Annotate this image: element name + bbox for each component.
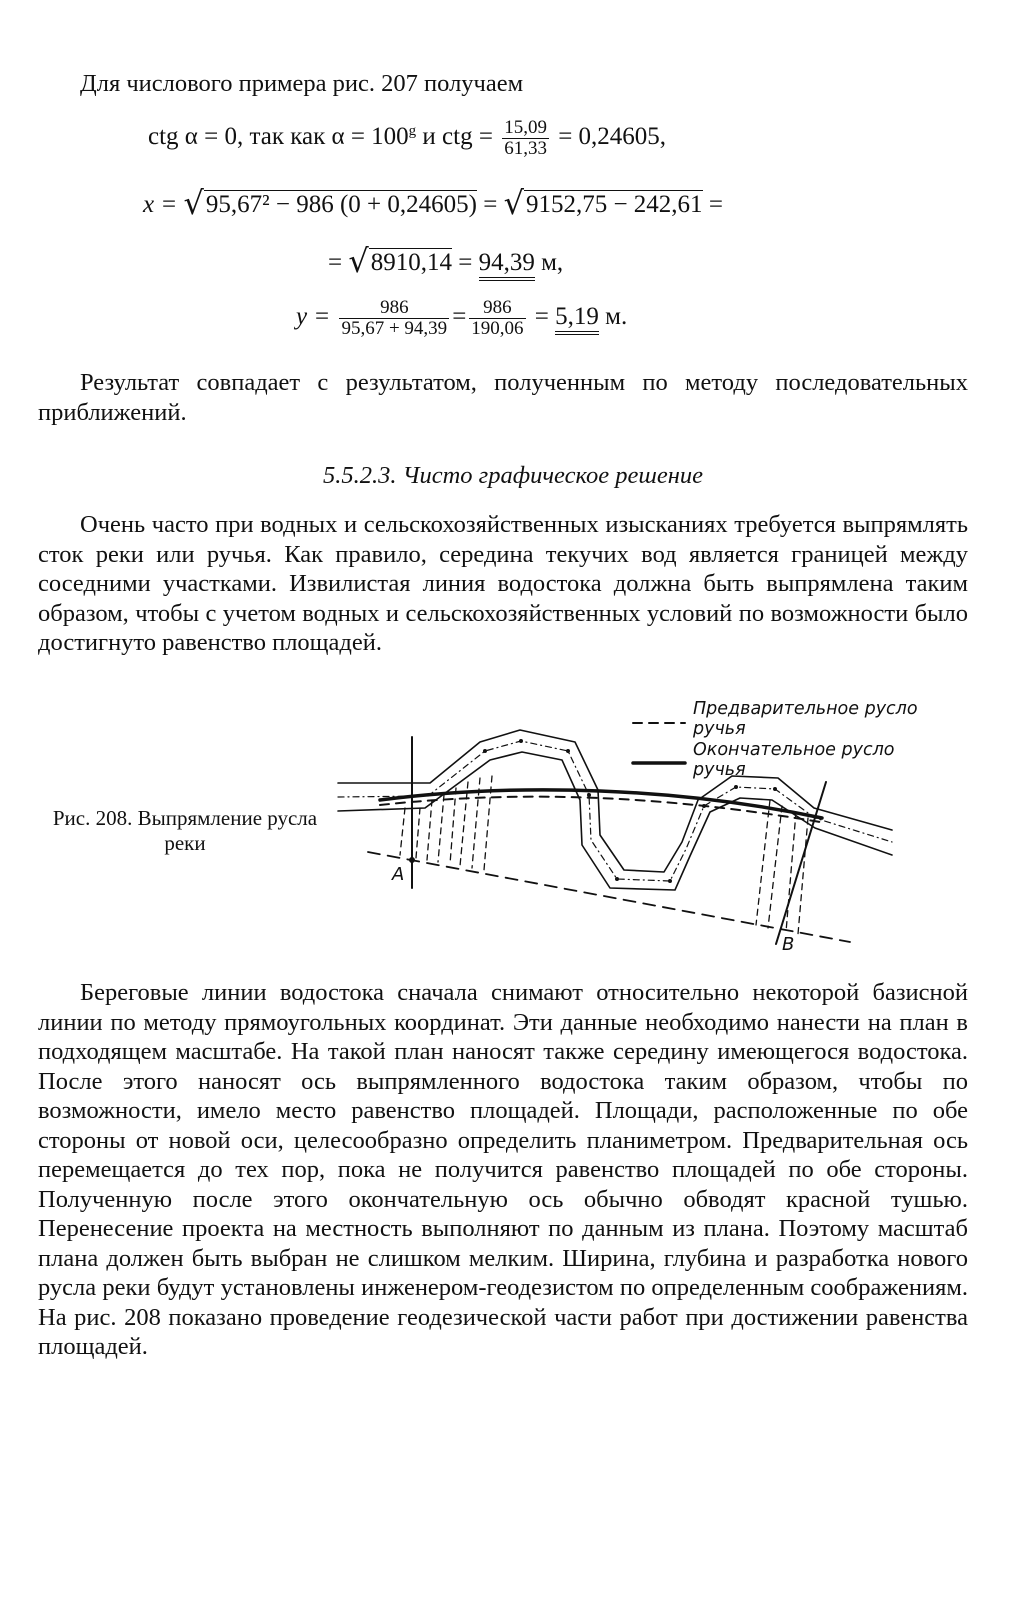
formula-x-lhs: x = [143, 191, 184, 218]
formula-x-eq: = [476, 191, 504, 218]
legend-dashed-label-2: ручья [693, 719, 746, 739]
river-bank-inner [338, 752, 892, 890]
fraction-denominator: 95,67 + 94,39 [341, 318, 448, 339]
intro-line: Для числового примера рис. 207 получаем [80, 70, 524, 97]
formula-ctg-sup: g [408, 122, 417, 139]
label-a: A [392, 864, 405, 885]
formula-y-value: 5,19 [555, 303, 599, 335]
sqrt-sign-icon: √ [348, 242, 369, 280]
formula-x-result-eq2: = [452, 249, 479, 276]
formula-x-result-unit: м, [534, 249, 564, 276]
fraction-numerator: 986 [380, 297, 409, 318]
base-line [368, 852, 850, 942]
formula-x-radicand-1: 95,67² − 986 (0 + 0,24605) [205, 191, 477, 218]
intro-paragraph: Очень часто при водных и сельскохозяйственных изысканиях требуется выпрямлять сток реки или ручья. Как правило, середина текучих вод является границей между соседними участками. Извилистая линия водостока должна быть выпрямлена таким образом, чтобы с учетом водных и сельскохозяйственных условий по возможности было достигнуто равенство площадей. [38, 511, 968, 656]
formula-y-lhs: y = [296, 303, 337, 331]
ordinate-offsets [400, 776, 808, 934]
result-paragraph: Результат совпадает с результатом, полученным по методу последовательных приближений. [38, 369, 968, 426]
fraction-numerator: 15,09 [504, 117, 547, 138]
formula-y-unit: м. [598, 303, 628, 331]
formula-x-result-radicand: 8910,14 [370, 249, 452, 276]
formula-ctg-mid: и ctg = [416, 123, 500, 151]
legend-solid-label-1: Окончательное русло [693, 740, 895, 760]
fraction-denominator: 61,33 [504, 138, 547, 159]
formula-y-eq: = [528, 303, 556, 331]
sqrt-sign-icon: √ [503, 184, 524, 222]
final-axis [380, 790, 822, 818]
fraction-numerator: 986 [483, 297, 512, 318]
section-heading: 5.5.2.3. Чисто графическое решение [322, 462, 704, 489]
label-b: B [782, 934, 795, 955]
formula-x-tail: = [702, 191, 723, 218]
figure-caption: Рис. 208. Выпрямление русла реки [52, 806, 318, 855]
point-b-line [776, 782, 826, 944]
formula-ctg-right: = 0,24605, [551, 123, 667, 151]
formula-ctg-left: ctg α = 0, так как α = 100 [148, 123, 409, 151]
fraction-denominator: 190,06 [471, 318, 524, 339]
formula-y: y = $\frac{986}{95,67 + 94,39}$ = $\frac{986}{190,06}$ = 5,19 м. [296, 297, 628, 339]
method-paragraph: Береговые линии водостока сначала снимают относительно некоторой базисной линии по методу прямоугольных координат. Эти данные необходимо нанести на план в подходящем масштабе. На такой план наносят также середину имеющегося водостока. После этого наносят ось выпрямленного водостока таким образом, чтобы по возможности, имело место равенство площадей. Площади, расположенные по обе стороны от новой оси, целесообразно определить планиметром. Предварительная ось перемещается до тех пор, пока не получится равенство площадей по обе стороны. Полученную после этого окончательную ось обычно обводят красной тушью. Перенесение проекта на местность выполняют по данным из плана. Поэтому масштаб плана должен быть выбран не слишком мелким. Ширина, глубина и разработка нового русла реки будут установлены инженером-геодезистом по определенным соображениям. На рис. 208 показано проведение геодезической части работ при достижении равенства площадей. [38, 979, 968, 1360]
formula-x-radicand-2: 9152,75 − 242,61 [525, 191, 703, 218]
formula-x-result-value: 94,39 [479, 249, 535, 281]
point-a-marker [410, 858, 415, 863]
river-centerline [338, 740, 895, 881]
sqrt-sign-icon: √ [183, 184, 204, 222]
formula-x-result-eq: = [328, 249, 349, 276]
legend-solid-label-2: ручья [693, 760, 746, 780]
legend-dashed-label-1: Предварительное русло [693, 699, 918, 719]
